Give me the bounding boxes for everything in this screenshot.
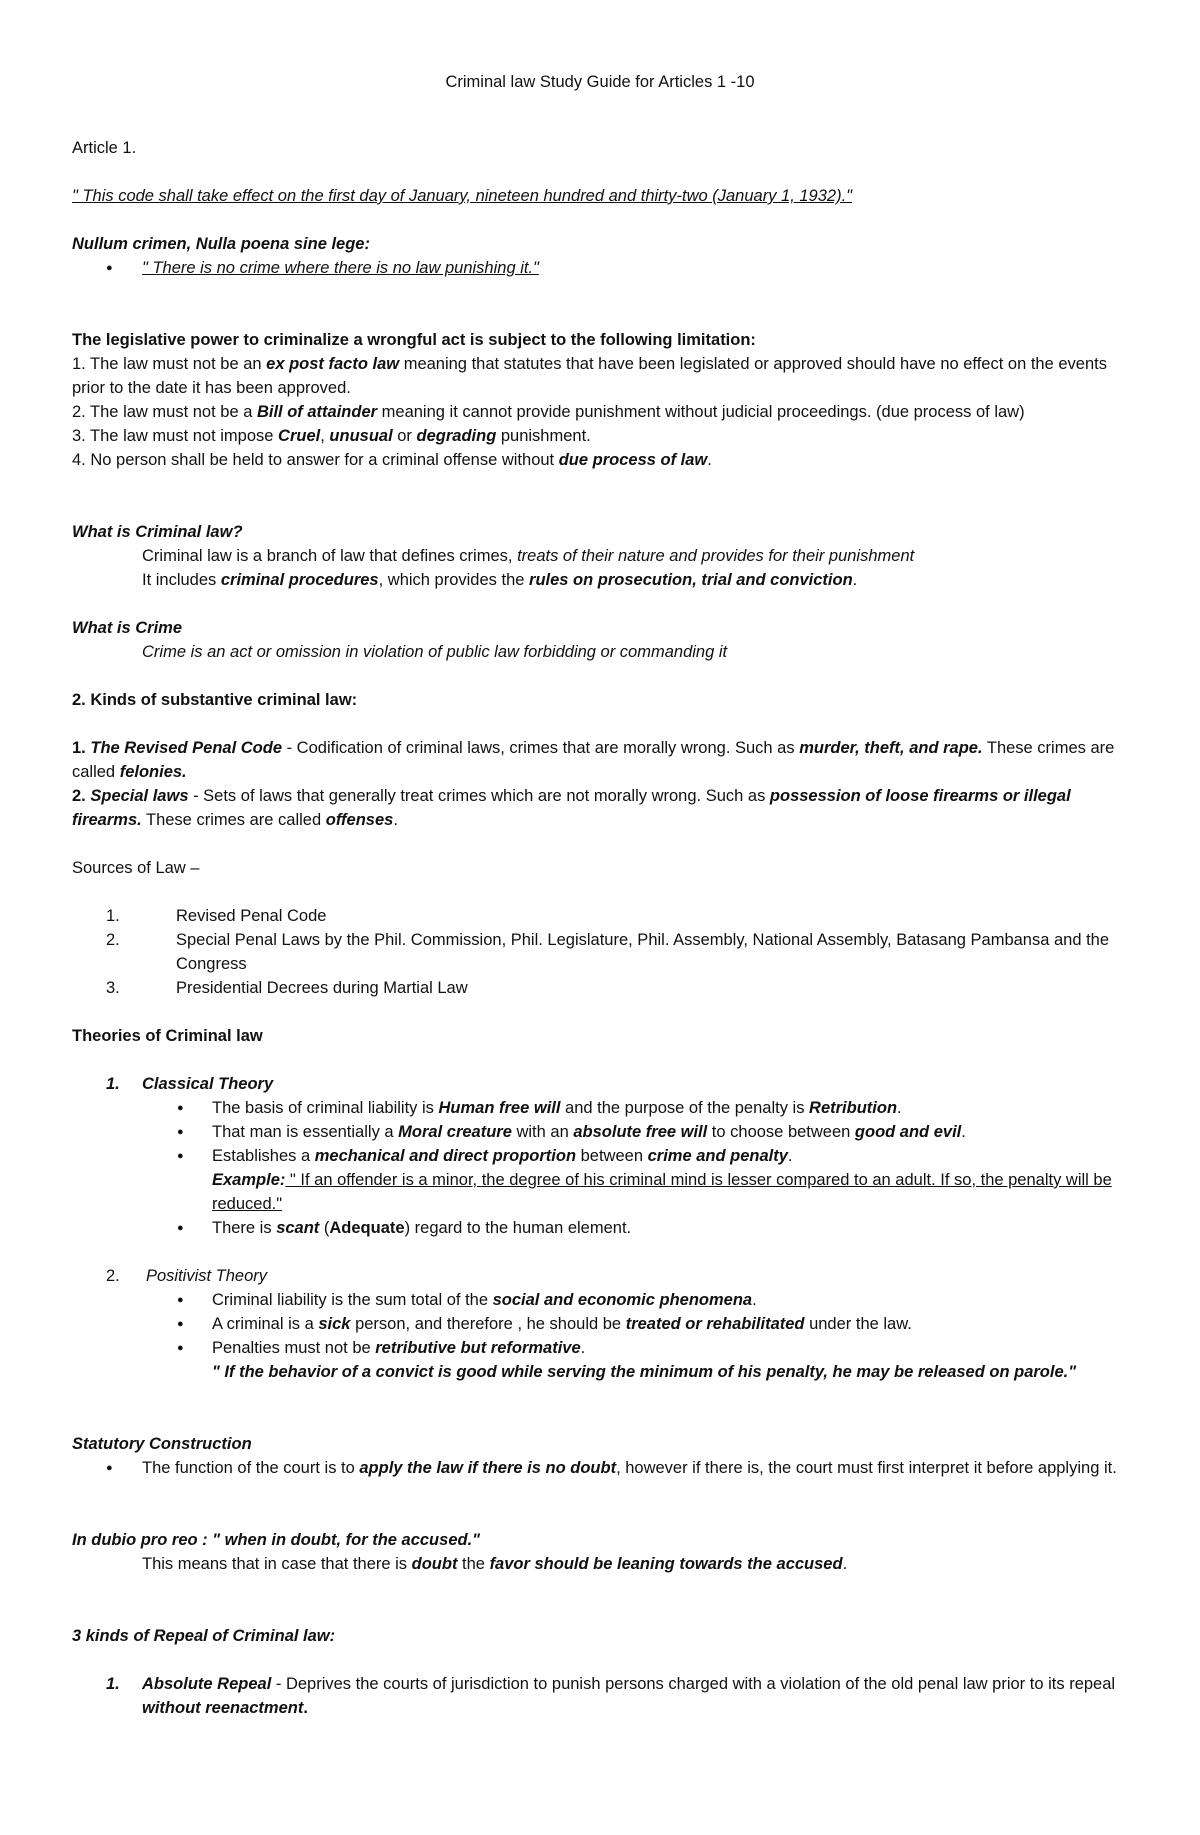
limitation-item: 3. The law must not impose Cruel, unusual or degrading punishment. (72, 427, 591, 445)
maxim-bullet: ● " There is no crime where there is no law punishing it." (72, 256, 1128, 280)
limitations-heading: The legislative power to criminalize a wrongful act is subject to the following limitation: (72, 331, 756, 349)
criminal-law-includes: It includes criminal procedures, which provides the rules on prosecution, trial and conviction. (142, 571, 858, 589)
statutory-heading: Statutory Construction (72, 1435, 252, 1453)
positivist-bullet: ● Penalties must not be retributive but reformative. (72, 1336, 1128, 1360)
statutory-bullet: ● The function of the court is to apply the law if there is no doubt, however if there is, the court must first interpret it before applying it. (72, 1456, 1128, 1480)
kinds-heading: 2. Kinds of substantive criminal law: (72, 691, 358, 709)
limitation-item: 1. The law must not be an ex post facto law meaning that statutes that have been legislated or approved should have no effect on the events prior to the date it has been approved. (72, 355, 1107, 397)
theories-heading: Theories of Criminal law (72, 1027, 263, 1045)
positivist-quote: " If the behavior of a convict is good while serving the minimum of his penalty, he may be released on parole." (212, 1363, 1077, 1381)
classical-bullet: ● There is scant (Adequate) regard to the human element. (72, 1216, 1128, 1240)
source-item: 2. Special Penal Laws by the Phil. Commission, Phil. Legislature, Phil. Assembly, National Assembly, Batasang Pambansa and the Congress (106, 931, 1110, 973)
source-item: 1. Revised Penal Code (106, 907, 327, 925)
positivist-bullet: ● Criminal liability is the sum total of the social and economic phenomena. (72, 1288, 1128, 1312)
kind-item: 1. The Revised Penal Code - Codification of criminal laws, crimes that are morally wrong. Such as murder, theft, and rape. These crimes are called felonies. (72, 739, 1115, 781)
article-heading: Article 1. (72, 139, 137, 157)
limitation-item: 4. No person shall be held to answer for a criminal offense without due process of law. (72, 451, 712, 469)
document-title: Criminal law Study Guide for Articles 1 -10 (445, 73, 755, 91)
crime-question: What is Crime (72, 619, 183, 637)
repeal-heading: 3 kinds of Repeal of Criminal law: (72, 1627, 336, 1645)
repeal-item: 1. Absolute Repeal - Deprives the courts of jurisdiction to punish persons charged with a violation of the old penal law prior to its repeal without reenactment. (106, 1675, 1116, 1717)
kind-item: 2. Special laws - Sets of laws that generally treat crimes which are not morally wrong. Such as possession of loose firearms or illegal firearms. These crimes are called offenses. (72, 787, 1071, 829)
source-item: 3. Presidential Decrees during Martial Law (106, 979, 468, 997)
maxim-heading: Nullum crimen, Nulla poena sine lege: (72, 235, 370, 253)
limitation-item: 2. The law must not be a Bill of attainder meaning it cannot provide punishment without judicial proceedings. (due process of law) (72, 403, 1025, 421)
criminal-law-question: What is Criminal law? (72, 523, 243, 541)
classical-bullet: ● The basis of criminal liability is Human free will and the purpose of the penalty is Retribution. (72, 1096, 1128, 1120)
criminal-law-definition: Criminal law is a branch of law that defines crimes, treats of their nature and provides for their punishment (142, 547, 915, 565)
positivist-bullet: ● A criminal is a sick person, and therefore , he should be treated or rehabilitated under the law. (72, 1312, 1128, 1336)
article-quote: " This code shall take effect on the first day of January, nineteen hundred and thirty-two (January 1, 1932)." (72, 187, 853, 205)
sources-heading: Sources of Law – (72, 859, 200, 877)
in-dubio-heading: In dubio pro reo : " when in doubt, for the accused." (72, 1531, 480, 1549)
classical-bullet: ● Establishes a mechanical and direct proportion between crime and penalty. (72, 1144, 1128, 1168)
crime-answer: Crime is an act or omission in violation of public law forbidding or commanding it (142, 643, 728, 661)
classical-theory-heading: 1. Classical Theory (106, 1075, 274, 1093)
in-dubio-explanation: This means that in case that there is doubt the favor should be leaning towards the accused. (142, 1555, 848, 1573)
classical-example: Example: " If an offender is a minor, the degree of his criminal mind is lesser compared to an adult. If so, the penalty will be reduced." (212, 1171, 1112, 1213)
classical-bullet: ● That man is essentially a Moral creature with an absolute free will to choose between good and evil. (72, 1120, 1128, 1144)
positivist-theory-heading: 2. Positivist Theory (106, 1267, 268, 1285)
